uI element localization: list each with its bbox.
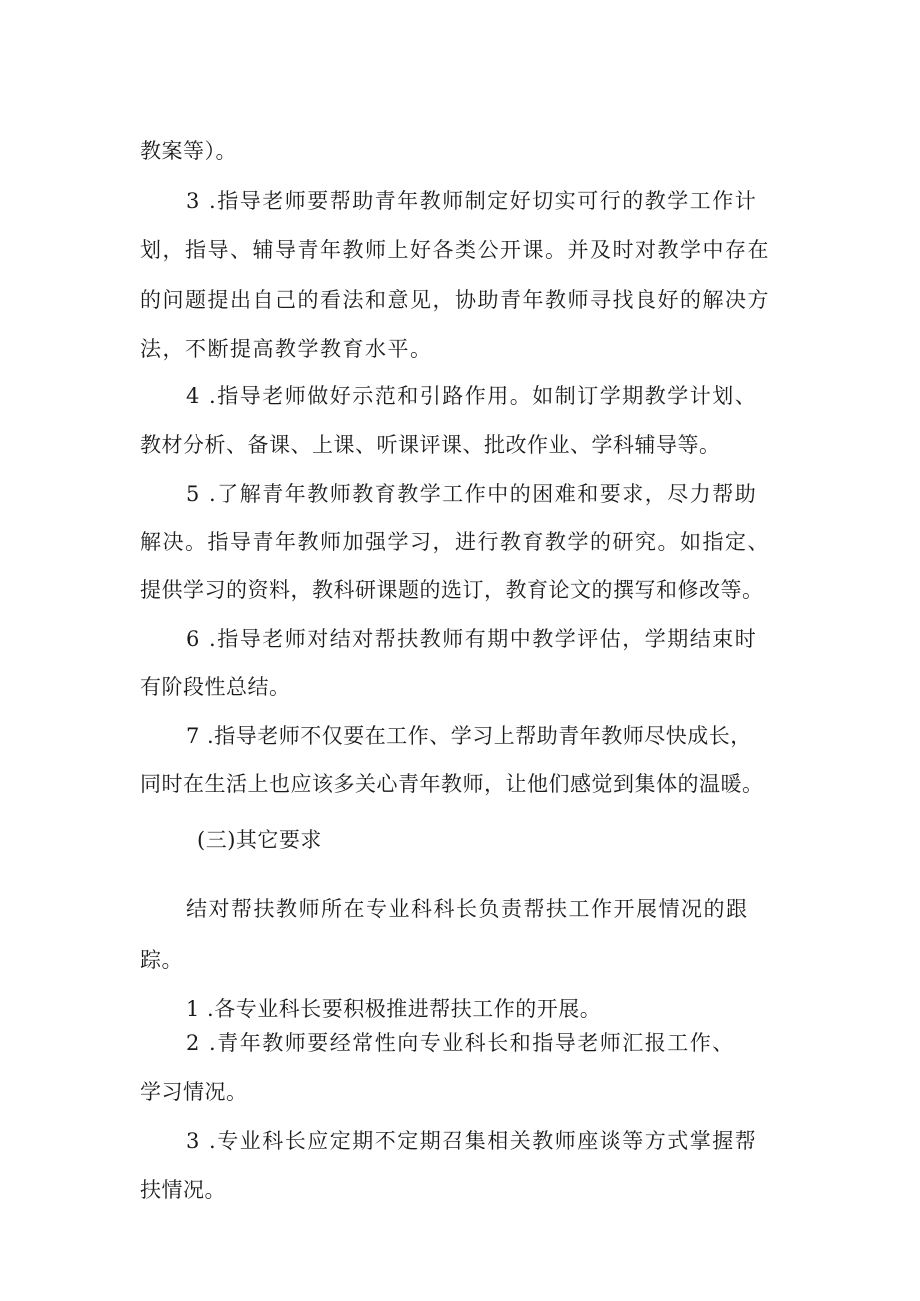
list-item-7-line-1: 7 .指导老师不仅要在工作、学习上帮助青年教师尽快成长， [186, 724, 752, 748]
list-item-1-line-1: 1 .各专业科长要积极推进帮扶工作的开展。 [186, 997, 602, 1021]
paragraph-line: 同时在生活上也应该多关心青年教师，让他们感觉到集体的温暖。 [140, 772, 764, 796]
list-item-3-line-1: 3 .专业科长应定期不定期召集相关教师座谈等方式掌握帮 [186, 1129, 758, 1153]
paragraph-line: 法，不断提高教学教育水平。 [140, 337, 433, 361]
paragraph-line: 扶情况。 [140, 1178, 226, 1202]
paragraph-line: 踪。 [140, 948, 183, 972]
paragraph-line: 学习情况。 [140, 1080, 248, 1104]
list-item-2-line-1: 2 .青年教师要经常性向专业科长和指导老师汇报工作、 [186, 1031, 735, 1055]
paragraph-line: 划，指导、辅导青年教师上好各类公开课。并及时对教学中存在 [140, 238, 770, 262]
list-item-3-line-1: 3 .指导老师要帮助青年教师制定好切实可行的教学工作计 [186, 189, 758, 213]
paragraph-line: 有阶段性总结。 [140, 675, 291, 699]
paragraph-line: 提供学习的资料，教科研课题的选订，教育论文的撰写和修改等。 [140, 578, 764, 602]
list-item-4-line-1: 4 .指导老师做好示范和引路作用。如制订学期教学计划、 [186, 384, 758, 408]
paragraph-line: 教材分析、备课、上课、听课评课、批改作业、学科辅导等。 [140, 433, 721, 457]
paragraph-line: 结对帮扶教师所在专业科科长负责帮扶工作开展情况的跟 [186, 897, 749, 921]
paragraph-line: 的问题提出自己的看法和意见，协助青年教师寻找良好的解决方 [140, 288, 770, 312]
section-heading: (三)其它要求 [197, 828, 322, 852]
paragraph-line: 教案等）。 [140, 139, 237, 163]
list-item-5-line-1: 5 .了解青年教师教育教学工作中的困难和要求，尽力帮助 [186, 482, 758, 506]
list-item-6-line-1: 6 .指导老师对结对帮扶教师有期中教学评估，学期结束时 [186, 627, 758, 651]
paragraph-line: 解决。指导青年教师加强学习，进行教育教学的研究。如指定、 [140, 530, 770, 554]
